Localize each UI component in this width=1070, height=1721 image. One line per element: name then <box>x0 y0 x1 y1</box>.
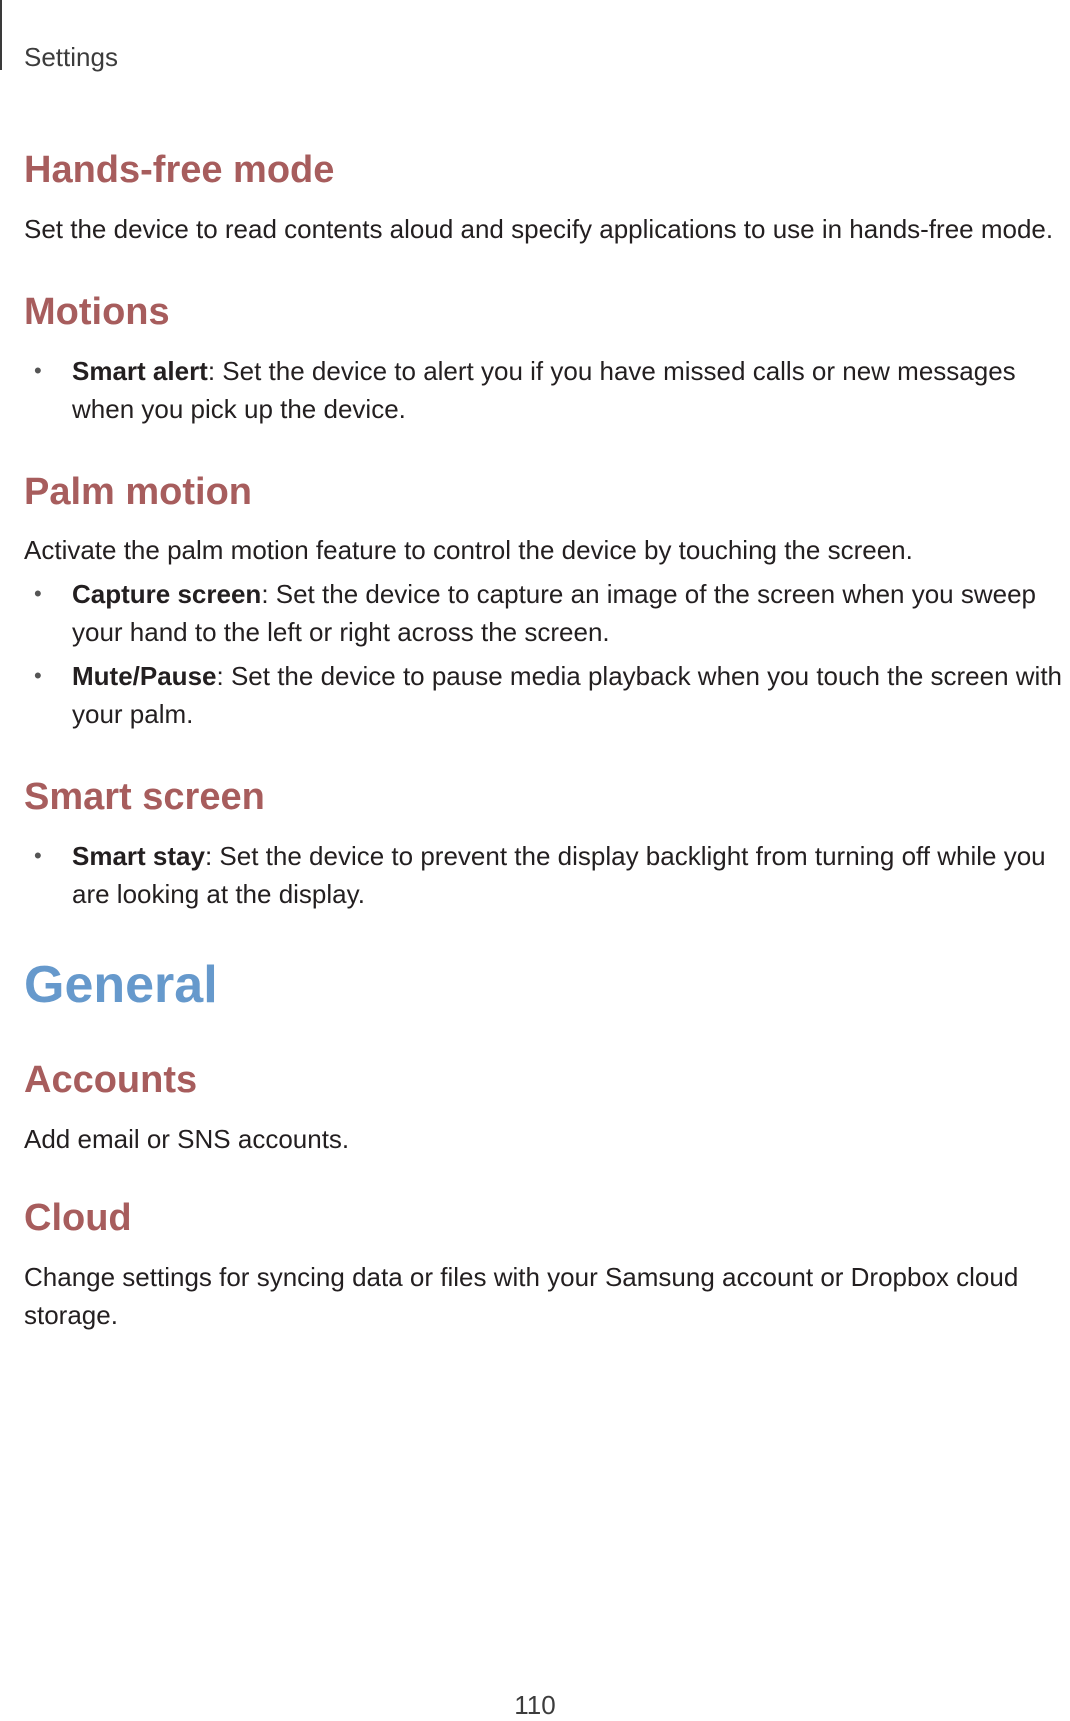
section-title: Hands-free mode <box>24 149 335 191</box>
section-description: Activate the palm motion feature to control the device by touching the screen. <box>24 535 913 566</box>
section-title: Smart screen <box>24 776 265 819</box>
item-text: : Set the device to prevent the display backlight from turning off while you are looking at the display. <box>72 841 1046 910</box>
chapter-title: General <box>24 956 218 1015</box>
bullet-icon: • <box>34 663 42 689</box>
bullet-icon: • <box>34 581 42 607</box>
list-item <box>24 575 1064 651</box>
section-palm-motion <box>24 472 1064 734</box>
item-text: : Set the device to alert you if you have missed calls or new messages when you pick up the device. <box>72 355 1016 424</box>
chapter-general <box>24 957 1064 1334</box>
list-item <box>24 657 1064 733</box>
bullet-icon: • <box>34 357 42 383</box>
bullet-icon: • <box>34 843 42 869</box>
list-item <box>24 837 1064 913</box>
page-content <box>24 150 1064 1378</box>
section-title: Motions <box>24 290 170 333</box>
item-term: Mute/Pause <box>72 661 217 692</box>
item-term: Smart alert <box>72 355 208 386</box>
item-text: : Set the device to capture an image of the screen when you sweep your hand to the left or right across the screen. <box>72 579 1037 648</box>
section-accounts <box>24 1060 1064 1158</box>
header-rule <box>0 0 2 70</box>
section-motions <box>24 292 1064 428</box>
section-hands-free-mode <box>24 150 1064 248</box>
running-header: Settings <box>24 42 118 72</box>
list-item <box>24 352 1064 428</box>
item-term: Smart stay <box>72 841 205 872</box>
section-smart-screen <box>24 777 1064 913</box>
bullet-list <box>24 575 1064 733</box>
section-cloud <box>24 1198 1064 1334</box>
section-title: Cloud <box>24 1197 132 1240</box>
item-term: Capture screen <box>72 579 262 610</box>
section-title: Accounts <box>24 1059 198 1102</box>
page-number: 110 <box>514 1690 556 1720</box>
bullet-list <box>24 352 1064 428</box>
section-description: Add email or SNS accounts. <box>24 1124 350 1155</box>
section-title: Palm motion <box>24 470 253 513</box>
bullet-list <box>24 837 1064 913</box>
section-description: Set the device to read contents aloud and specify applications to use in hands-free mode. <box>24 213 1054 244</box>
section-description: Change settings for syncing data or files with your Samsung account or Dropbox cloud storage. <box>24 1261 1019 1330</box>
item-text: : Set the device to pause media playback when you touch the screen with your palm. <box>72 661 1063 730</box>
